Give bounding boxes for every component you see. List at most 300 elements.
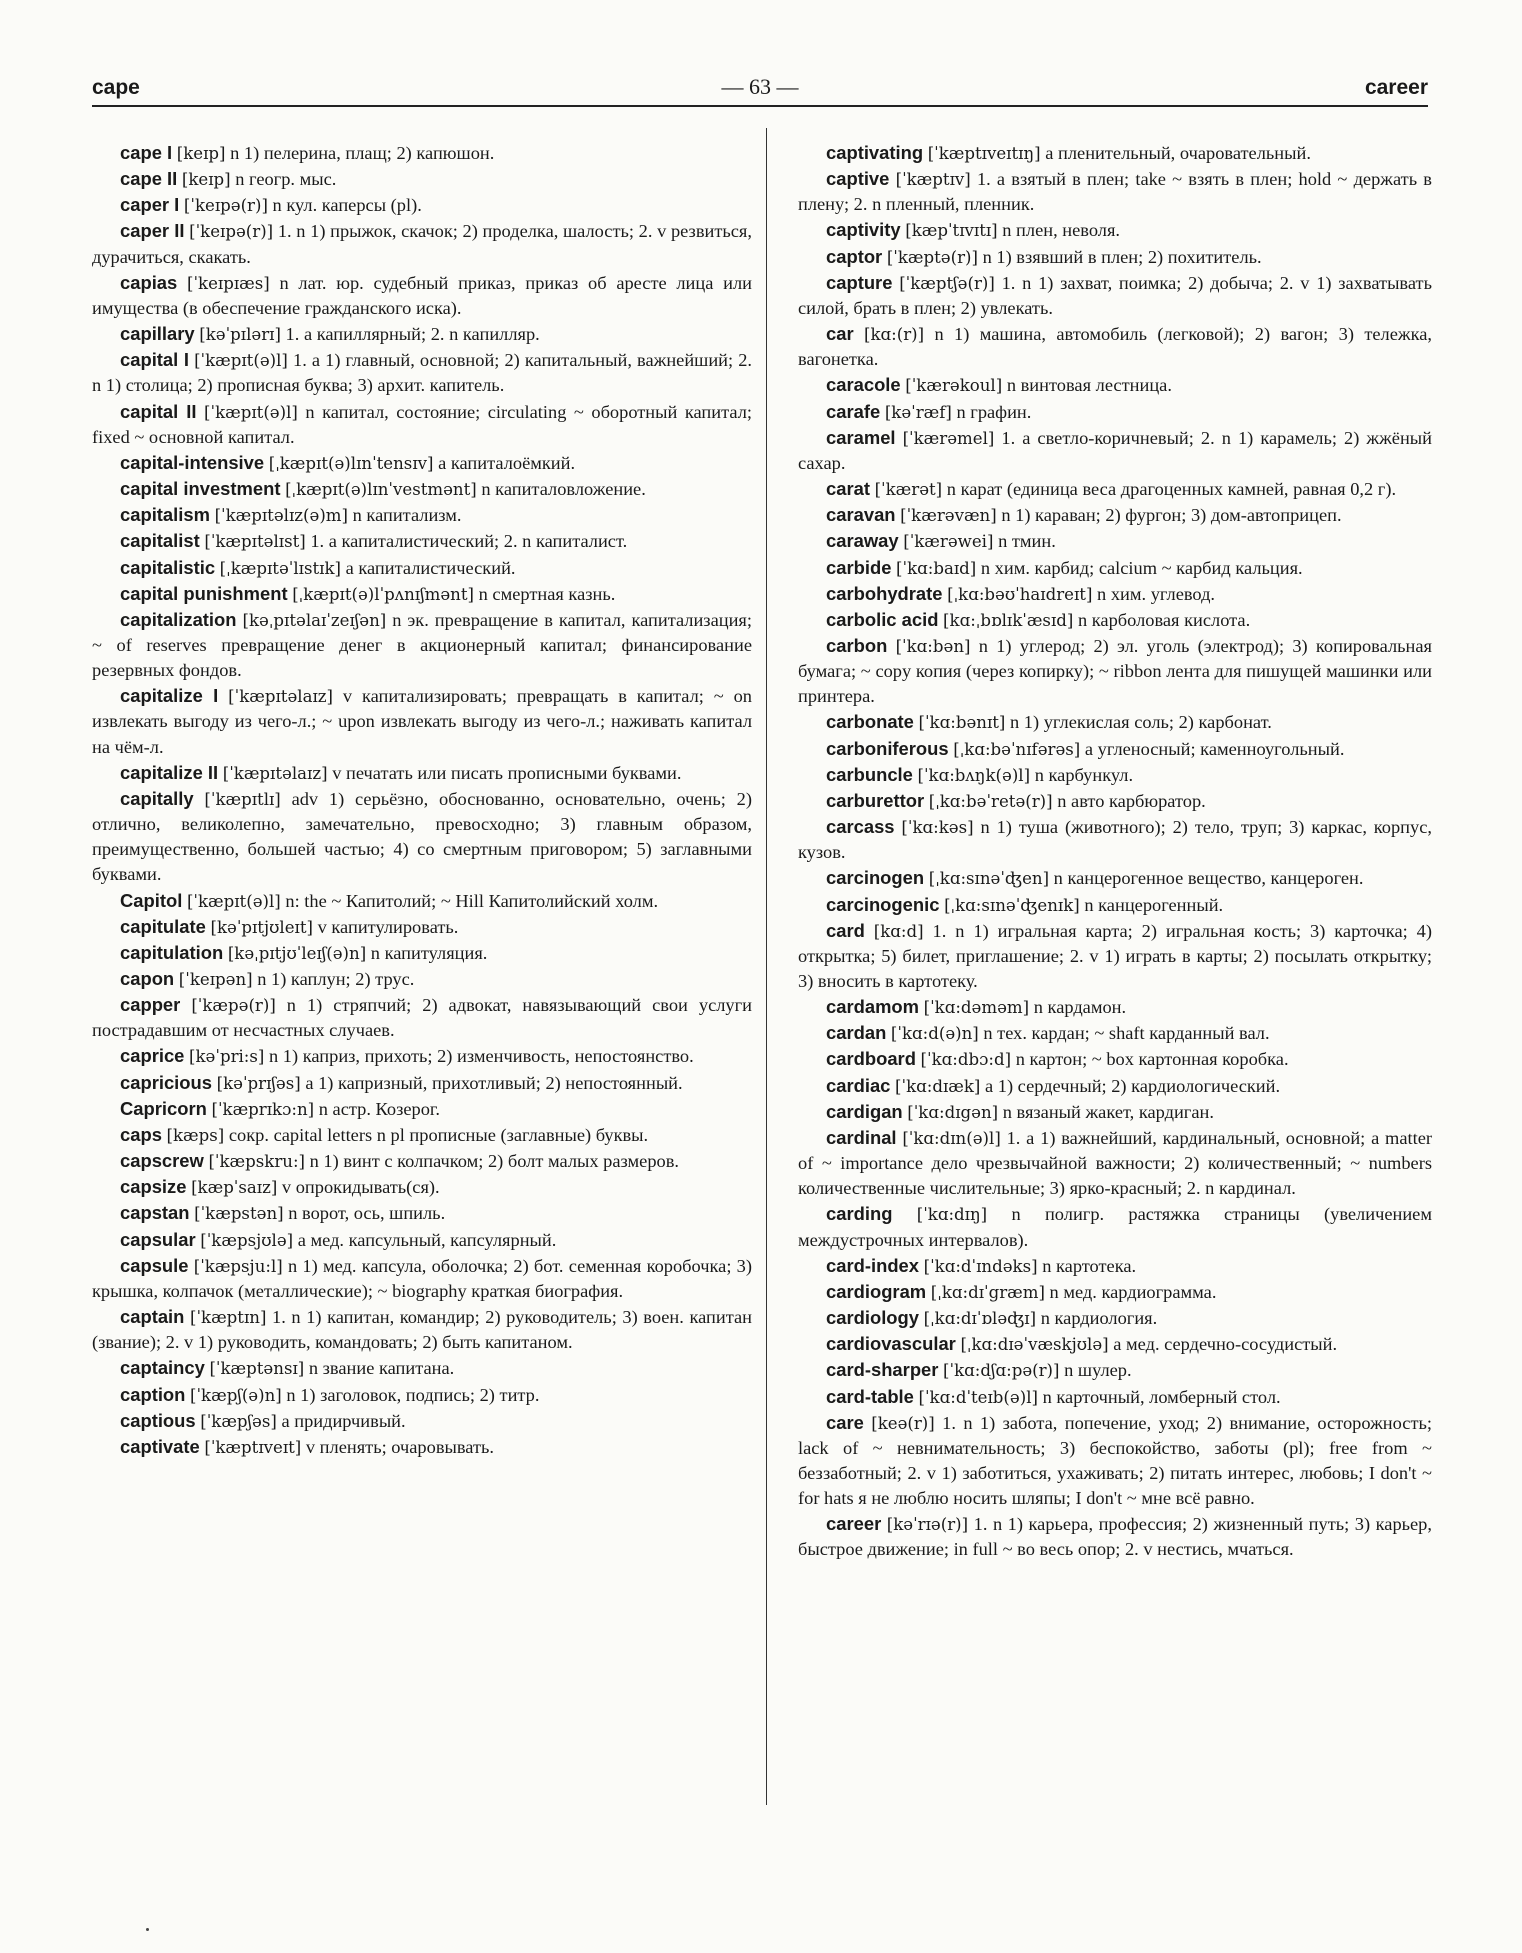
entry-definition: 1. n 1) забота, попечение, уход; 2) внимание, осторожность; lack of ~ невнимательность; 3) беспокойство, заботы (pl); free from ~ беззаботный; 2. v 1) заботиться, ухаживать; 2) питать интерес, любовь; I don't ~ for hats я не люблю носить шляпы; I don't ~ мне всё равно. (798, 1412, 1432, 1509)
dictionary-entry (798, 528, 1432, 554)
dictionary-entry (798, 476, 1432, 502)
dictionary-entry (798, 788, 1432, 814)
entry-definition: n тмин. (998, 531, 1056, 552)
entry-definition: adv 1) серьёзно, обоснованно, основательно, очень; 2) отлично, великолепно, замечательно, превосходно; 3) главным образом, преимущественно, большей частью; 4) со смертным приговором; 5) заглавными буквами. (92, 788, 752, 885)
entry-definition: a капиталоёмкий. (438, 452, 576, 473)
entry-definition: 1. a капиллярный; 2. n капилляр. (285, 324, 540, 345)
running-head-right: career (1364, 76, 1428, 99)
entry-headword: cardiogram (826, 1280, 927, 1302)
dictionary-entry (92, 1174, 752, 1200)
entry-definition: n мед. кардиограмма. (1049, 1281, 1217, 1302)
dictionary-entry (798, 709, 1432, 735)
entry-headword: cardinal (826, 1126, 897, 1148)
entry-definition: v печатать или писать прописными буквами. (332, 762, 682, 783)
entry-definition: n 1) углерод; 2) эл. уголь (электрод); 3) копировальная бумага; ~ copy копия (через копирку); ~ ribbon лента для пишущей машинки или принтера. (798, 635, 1432, 707)
entry-transcription: [ˌkæpɪt(ə)lˈpʌnɪʃmənt] (292, 584, 475, 604)
entry-transcription: [ˈkɑ:dˈɪndəks] (923, 1256, 1038, 1276)
entry-headword: capitalization (120, 608, 237, 630)
entry-definition: 1. a 1) важнейший, кардинальный, основной; a matter of ~ importance дело чрезвычайной важности; 2) количественный; ~ numbers количественные числительные; 3) ярко-красный; 2. n кардинал. (798, 1127, 1432, 1199)
entry-definition: n ворот, ось, шпиль. (288, 1203, 446, 1224)
running-head (92, 70, 1428, 106)
entry-definition: n хим. углевод. (1097, 583, 1216, 604)
entry-headword: capture (826, 271, 893, 293)
dictionary-entry (92, 1408, 752, 1434)
entry-transcription: [ˈkɑ:dʃɑ:pə(r)] (943, 1361, 1060, 1381)
entry-transcription: [ˈkɑ:kəs] (901, 818, 974, 838)
entry-transcription: [ˈkæprɪkɔ:n] (211, 1099, 315, 1119)
dictionary-entry (92, 786, 752, 888)
entry-headword: capitally (120, 787, 194, 809)
entry-definition: n авто карбюратор. (1057, 790, 1206, 811)
entry-definition: n канцерогенное вещество, канцероген. (1053, 868, 1364, 889)
dictionary-entry (92, 1253, 752, 1304)
entry-definition: n плен, неволя. (1002, 220, 1121, 241)
dictionary-entry (798, 1410, 1432, 1512)
entry-transcription: [ˈkæpsjʊlə] (200, 1230, 294, 1250)
entry-transcription: [ˈkæpstən] (194, 1204, 284, 1224)
entry-definition: 1. n 1) карьера, профессия; 2) жизненный путь; 3) карьер, быстрое движение; in full ~ во весь опор; 2. v нестись, мчаться. (798, 1514, 1432, 1560)
entry-definition: n 1) углекислая соль; 2) карбонат. (1010, 712, 1272, 733)
entry-transcription: [ˈkɑ:dəməm] (923, 998, 1030, 1018)
dictionary-entry (92, 1122, 752, 1148)
entry-transcription: [ˌkɑ:bəˈnɪfərəs] (953, 739, 1081, 759)
dictionary-entry (798, 1279, 1432, 1305)
entry-headword: carcinogen (826, 867, 925, 889)
entry-transcription: [ˌkɑ:bəʊˈhaɪdreɪt] (947, 584, 1093, 604)
entry-definition: v капитулировать. (317, 916, 459, 937)
dictionary-entry (92, 192, 752, 218)
dictionary-entry (92, 760, 752, 786)
dictionary-entry (92, 966, 752, 992)
dictionary-entry (92, 1227, 752, 1253)
entry-definition: n 1) взявший в плен; 2) похититель. (982, 246, 1262, 267)
dictionary-entry (798, 633, 1432, 709)
entry-transcription: [kəˈpɪlərɪ] (199, 325, 281, 345)
entry-headword: carbide (826, 556, 892, 578)
entry-headword: capitalist (120, 530, 200, 552)
dictionary-entry (92, 347, 752, 398)
entry-definition: n графин. (956, 401, 1032, 422)
dictionary-entry (92, 555, 752, 581)
entry-definition: n карболовая кислота. (1077, 609, 1251, 630)
entry-definition: a придирчивый. (281, 1410, 406, 1431)
dictionary-entry (92, 476, 752, 502)
dictionary-entry (798, 140, 1432, 166)
entry-transcription: [kɑ:d] (873, 921, 924, 941)
dictionary-entry (798, 1046, 1432, 1072)
entry-headword: captivity (826, 219, 901, 241)
entry-headword: captivating (826, 142, 924, 163)
entry-definition: n геогр. мыс. (235, 169, 337, 190)
dictionary-entry (798, 1099, 1432, 1125)
entry-transcription: [ˈkɑ:dɪæk] (895, 1076, 981, 1096)
entry-headword: cardboard (826, 1048, 916, 1070)
entry-headword: captor (826, 245, 883, 267)
entry-definition: 1. a 1) главный, основной; 2) капитальный, важнейший; 2. n 1) столица; 2) прописная буква; 3) архит. капитель. (92, 350, 752, 396)
dictionary-entry (92, 1304, 752, 1355)
entry-transcription: [keɪp] (176, 144, 226, 163)
dictionary-entry (798, 607, 1432, 633)
entry-definition: n карточный, ломберный стол. (1042, 1386, 1281, 1407)
entry-headword: capitalize I (120, 685, 219, 707)
entry-definition: n 1) винт с колпачком; 2) болт малых размеров. (309, 1151, 679, 1172)
entry-transcription: [ˈkærəmel] (902, 428, 995, 448)
entry-definition: a мед. капсульный, капсулярный. (297, 1229, 557, 1250)
entry-headword: capital I (120, 349, 189, 371)
dictionary-entry (798, 217, 1432, 243)
entry-transcription: [kəˈpɪtjʊleɪt] (210, 917, 313, 937)
entry-transcription: [ˈkæptɪn] (189, 1308, 267, 1328)
entry-headword: carbonate (826, 711, 914, 733)
entry-transcription: [ˈkæpɪtlɪ] (204, 789, 281, 809)
entry-transcription: [ˈkærət] (874, 480, 943, 500)
page-number: — 63 — (721, 74, 799, 99)
entry-definition: n винтовая лестница. (1006, 375, 1172, 396)
dictionary-entry (798, 270, 1432, 321)
entry-transcription: [kɑ:ˌbɒlɪkˈæsɪd] (943, 610, 1074, 630)
dictionary-entry (798, 1305, 1432, 1331)
entry-headword: capitulation (120, 941, 224, 963)
entry-headword: capital II (120, 400, 197, 422)
dictionary-entry (798, 1384, 1432, 1410)
entry-transcription: [ˈkeɪpɪæs] (187, 273, 270, 293)
entry-definition: n капитал, состояние; circulating ~ оборотный капитал; fixed ~ основной капитал. (92, 401, 752, 447)
dictionary-entry (798, 244, 1432, 270)
entry-definition: v опрокидывать(ся). (281, 1177, 440, 1198)
entry-definition: n картон; ~ box картонная коробка. (1015, 1049, 1289, 1070)
entry-definition: 1. n 1) прыжок, скачок; 2) проделка, шалость; 2. v резвиться, дурачиться, скакать. (92, 221, 752, 267)
entry-transcription: [keə(r)] (871, 1413, 935, 1433)
entry-headword: captaincy (120, 1357, 205, 1379)
entry-headword: capitalize II (120, 761, 219, 783)
dictionary-entry (798, 814, 1432, 865)
print-speck (146, 1928, 149, 1931)
entry-transcription: [ˈkæpsju:l] (193, 1256, 283, 1276)
entry-headword: cardiovascular (826, 1333, 956, 1355)
dictionary-entry (92, 140, 752, 166)
entry-definition: n лат. юр. судебный приказ, приказ об аресте лица или имущества (в обеспечение гражданского иска). (92, 272, 752, 318)
entry-transcription: [ˈkæptɪveɪtɪŋ] (927, 144, 1041, 163)
entry-definition: n карат (единица веса драгоценных камней, равная 0,2 г). (946, 479, 1397, 500)
entry-headword: car (826, 323, 854, 345)
entry-definition: n капиталовложение. (481, 479, 646, 500)
entry-headword: cape I (120, 142, 173, 163)
dictionary-entry (798, 1201, 1432, 1252)
entry-definition: n смертная казнь. (478, 583, 616, 604)
entry-transcription: [ˈkærəkoul] (905, 376, 1003, 396)
entry-headword: care (826, 1411, 864, 1433)
entry-headword: capricious (120, 1071, 212, 1093)
dictionary-entry (92, 1200, 752, 1226)
dictionary-entry (798, 425, 1432, 476)
entry-definition: a капиталистический. (345, 557, 516, 578)
entry-transcription: [ˈkærəwei] (903, 532, 994, 552)
entry-headword: caramel (826, 426, 896, 448)
entry-headword: carat (826, 478, 870, 500)
entry-definition: n астр. Козерог. (318, 1098, 440, 1119)
entry-headword: card-sharper (826, 1359, 939, 1381)
entry-headword: capitalistic (120, 556, 216, 578)
entry-definition: n картотека. (1042, 1255, 1137, 1276)
dictionary-entry (798, 762, 1432, 788)
entry-transcription: [ˌkɑ:sɪnəˈʤenɪk] (944, 895, 1080, 915)
entry-headword: capsular (120, 1228, 196, 1250)
entry-definition: n 1) туша (животного); 2) тело, труп; 3) каркас, корпус, кузов. (798, 817, 1432, 863)
entry-headword: capital investment (120, 478, 281, 500)
dictionary-entry (92, 683, 752, 759)
entry-headword: captivate (120, 1435, 200, 1457)
entry-transcription: [ˈkæpɪtəlɪz(ə)m] (214, 506, 349, 526)
entry-headword: capper (120, 994, 181, 1016)
entry-definition: n 1) мед. капсула, оболочка; 2) бот. семенная коробочка; 3) крышка, колпачок (металлические); ~ biography краткая биография. (92, 1255, 752, 1301)
dictionary-entry (798, 865, 1432, 891)
entry-transcription: [ˈkæpə(r)] (191, 996, 276, 1016)
entry-transcription: [kəˌpɪtəlaɪˈzeɪʃən] (242, 610, 387, 630)
entry-transcription: [kəˈrɪə(r)] (886, 1515, 969, 1535)
dictionary-entry (92, 321, 752, 347)
entry-definition: n полигр. растяжка страницы (увеличением междустрочных интервалов). (798, 1204, 1432, 1250)
entry-headword: carbuncle (826, 763, 913, 785)
entry-headword: career (826, 1513, 882, 1535)
entry-transcription: [ˌkæpɪt(ə)lɪnˈvestmənt] (285, 480, 477, 500)
dictionary-entry (92, 1070, 752, 1096)
entry-transcription: [ˈkæpɪt(ə)l] (194, 351, 288, 371)
entry-transcription: [ˈkæptə(r)] (886, 247, 978, 267)
entry-definition: a пленительный, очаровательный. (1045, 143, 1311, 163)
dictionary-entry (798, 399, 1432, 425)
entry-headword: captain (120, 1306, 185, 1328)
entry-transcription: [ˌkæpɪt(ə)lɪnˈtensɪv] (268, 453, 434, 473)
entry-headword: card (826, 919, 865, 941)
entry-transcription: [ˈkæptənsɪ] (209, 1359, 305, 1379)
dictionary-entry (92, 940, 752, 966)
entry-definition: n: the ~ Капитолий; ~ Hill Капитолийский холм. (285, 890, 659, 911)
entry-headword: carbolic acid (826, 608, 939, 630)
entry-headword: capsize (120, 1176, 187, 1198)
entry-definition: n 1) стряпчий; 2) адвокат, навязывающий свои услуги пострадавшим от несчастных случаев. (92, 995, 752, 1041)
dictionary-entry (798, 1073, 1432, 1099)
entry-definition: 1. n 1) капитан, командир; 2) руководитель; 3) воен. капитан (звание); 2. v 1) руководить, командовать; 2) быть капитаном. (92, 1307, 752, 1353)
dictionary-entry (798, 321, 1432, 372)
entry-transcription: [ˈkeɪpə(r)] (183, 196, 268, 216)
left-column (92, 140, 752, 1460)
entry-headword: capital-intensive (120, 451, 265, 473)
dictionary-entry (92, 1434, 752, 1460)
entry-transcription: [ˈkæptɪveɪt] (204, 1437, 302, 1457)
entry-headword: carding (826, 1203, 893, 1225)
entry-definition: a 1) капризный, прихотливый; 2) непостоянный. (305, 1072, 683, 1093)
entry-transcription: [kəˈræf] (884, 402, 952, 422)
dictionary-entry (92, 270, 752, 321)
entry-headword: caper II (120, 220, 185, 242)
dictionary-entry (798, 1253, 1432, 1279)
entry-transcription: [ˈkɑ:bʌŋk(ə)l] (917, 765, 1031, 785)
dictionary-entry (92, 450, 752, 476)
entry-transcription: [ˈkærəvæn] (900, 506, 997, 526)
dictionary-entry (92, 1148, 752, 1174)
dictionary-entry (92, 1043, 752, 1069)
entry-headword: card-index (826, 1254, 920, 1276)
entry-transcription: [ˈkɑ:bən] (895, 636, 971, 656)
dictionary-entry (92, 528, 752, 554)
entry-definition: 1. n 1) игральная карта; 2) игральная кость; 3) карточка; 4) открытка; 5) билет, приглашение; 2. v 1) играть в карты; 2) посылать открытку; 3) вносить в картотеку. (798, 920, 1432, 991)
entry-definition: a мед. сердечно-сосудистый. (1113, 1334, 1338, 1355)
entry-definition: n 1) машина, автомобиль (легковой); 2) вагон; 3) тележка, вагонетка. (798, 324, 1432, 370)
entry-headword: capitalism (120, 504, 210, 526)
dictionary-entry (798, 892, 1432, 918)
dictionary-entry (92, 914, 752, 940)
entry-headword: cardan (826, 1022, 887, 1044)
entry-transcription: [ˈkæpskru:] (208, 1152, 306, 1172)
dictionary-entry (92, 218, 752, 269)
entry-headword: cardamom (826, 996, 920, 1018)
dictionary-entry (798, 502, 1432, 528)
entry-transcription: [keɪp] (181, 170, 231, 190)
entry-headword: caps (120, 1123, 162, 1145)
entry-definition: n карбункул. (1034, 764, 1134, 785)
entry-headword: capital punishment (120, 582, 288, 604)
entry-definition: n 1) каприз, прихоть; 2) изменчивость, непостоянство. (269, 1046, 694, 1067)
dictionary-entry (798, 581, 1432, 607)
entry-transcription: [ˌkɑ:dɪəˈvæskjʊlə] (960, 1335, 1109, 1355)
dictionary-entry (92, 1355, 752, 1381)
entry-transcription: [kəˈprɪʃəs] (216, 1073, 301, 1093)
entry-transcription: [ˌkɑ:dɪˈɒləʤɪ] (923, 1309, 1037, 1329)
dictionary-entry (92, 888, 752, 914)
entry-definition: n кардиология. (1040, 1308, 1158, 1329)
entry-headword: cardigan (826, 1100, 903, 1122)
entry-definition: n эк. превращение в капитал, капитализация; ~ of reserves превращение денег в акционерный капитал; финансирование резервных фондов. (92, 609, 752, 681)
dictionary-entry (798, 372, 1432, 398)
entry-headword: carbon (826, 634, 888, 656)
entry-transcription: [ˈkæpɪtəlaɪz] (228, 687, 334, 707)
entry-transcription: [ˈkɑ:dbɔ:d] (920, 1050, 1012, 1070)
entry-transcription: [ˈkɑ:dˈteɪb(ə)l] (918, 1387, 1038, 1407)
entry-headword: cardiology (826, 1307, 919, 1329)
entry-transcription: [kæpˈtɪvɪtɪ] (905, 221, 998, 241)
entry-headword: capillary (120, 323, 195, 345)
dictionary-entry (798, 1357, 1432, 1383)
entry-transcription: [ˈkæpɪt(ə)l] (204, 402, 298, 422)
dictionary-entry (92, 1382, 752, 1408)
entry-transcription: [ˈkæpɪtəlaɪz] (222, 763, 328, 783)
dictionary-entry (798, 736, 1432, 762)
right-column (798, 140, 1432, 1563)
entry-definition: n кул. каперсы (pl). (272, 195, 422, 216)
entry-transcription: [ˈkæpɪtəlɪst] (204, 532, 306, 552)
dictionary-entry (92, 992, 752, 1043)
entry-definition: n 1) заголовок, подпись; 2) титр. (286, 1384, 540, 1405)
entry-definition: n 1) каплун; 2) трус. (257, 969, 415, 989)
entry-headword: carburettor (826, 789, 925, 811)
dictionary-entry (798, 1020, 1432, 1046)
entry-definition: a 1) сердечный; 2) кардиологический. (985, 1075, 1281, 1096)
dictionary-entry (798, 555, 1432, 581)
entry-definition: n кардамон. (1033, 997, 1127, 1018)
entry-headword: caraway (826, 530, 899, 552)
dictionary-entry (798, 918, 1432, 994)
entry-transcription: [ˈkæpʃəs] (200, 1411, 277, 1431)
entry-definition: 1. a взятый в плен; take ~ взять в плен; hold ~ держать в плену; 2. n пленный, пленник. (798, 169, 1432, 215)
entry-transcription: [ˈkæpɪt(ə)l] (186, 891, 281, 911)
entry-definition: v пленять; очаровывать. (305, 1436, 495, 1457)
entry-definition: v капитализировать; превращать в капитал; ~ on извлекать выгоду из чего-л.; ~ upon извлекать выгоду из чего-л.; наживать капитал на чём-л. (92, 686, 752, 757)
entry-transcription: [kəˈpri:s] (189, 1047, 265, 1067)
entry-headword: capias (120, 271, 178, 293)
dictionary-entry (92, 607, 752, 683)
entry-definition: a угленосный; каменноугольный. (1084, 738, 1345, 759)
entry-headword: card-table (826, 1385, 914, 1407)
entry-transcription: [ˈkæptɪv] (895, 170, 971, 190)
dictionary-entry (92, 166, 752, 192)
entry-definition: n капитализм. (352, 505, 462, 526)
entry-headword: caravan (826, 504, 896, 526)
entry-transcription: [ˌkæpɪtəˈlɪstɪk] (219, 558, 341, 578)
entry-definition: n шулер. (1064, 1360, 1132, 1381)
entry-transcription: [ˌkɑ:sɪnəˈʤen] (928, 869, 1050, 889)
dictionary-entry (798, 1511, 1432, 1562)
entry-definition: сокр. capital letters n pl прописные (заглавные) буквы. (228, 1124, 649, 1145)
entry-headword: cardiac (826, 1074, 891, 1096)
entry-definition: 1. a капиталистический; 2. n капиталист. (310, 531, 628, 552)
dictionary-entry (92, 399, 752, 450)
entry-headword: carafe (826, 400, 881, 422)
dictionary-entry (798, 166, 1432, 217)
entry-transcription: [ˈkeɪpən] (178, 970, 253, 989)
entry-headword: carbohydrate (826, 582, 943, 604)
entry-transcription: [ˈkɑ:dɪgən] (907, 1102, 999, 1122)
entry-transcription: [ˈkɑ:dɪn(ə)l] (902, 1128, 1001, 1148)
entry-transcription: [ˈkɑ:bənɪt] (918, 713, 1006, 733)
entry-definition: n 1) пелерина, плащ; 2) капюшон. (230, 143, 495, 163)
entry-headword: capitulate (120, 915, 206, 937)
entry-headword: capstan (120, 1202, 190, 1224)
entry-headword: capscrew (120, 1150, 204, 1172)
entry-transcription: [ˈkɑ:d(ə)n] (890, 1024, 979, 1044)
entry-definition: 1. n 1) захват, поимка; 2) добыча; 2. v 1) захватывать силой, брать в плен; 2) увлекать. (798, 272, 1432, 318)
running-head-left: cape (92, 76, 140, 99)
entry-headword: capon (120, 968, 175, 989)
entry-definition: n тех. кардан; ~ shaft карданный вал. (983, 1023, 1270, 1044)
entry-headword: capsule (120, 1254, 189, 1276)
entry-headword: cape II (120, 168, 178, 190)
entry-headword: carcass (826, 816, 895, 838)
entry-headword: Capitol (120, 889, 183, 911)
entry-headword: carcinogenic (826, 893, 940, 915)
entry-definition: n капитуляция. (370, 942, 488, 963)
entry-transcription: [ˈkɑ:dɪŋ] (916, 1205, 988, 1225)
entry-transcription: [kæpˈsaɪz] (191, 1178, 278, 1198)
dictionary-entry (92, 502, 752, 528)
header-rule (92, 105, 1428, 107)
column-divider (766, 128, 767, 1805)
entry-headword: caracole (826, 374, 901, 396)
dictionary-entry (92, 1096, 752, 1122)
dictionary-entry (798, 1125, 1432, 1201)
entry-transcription: [ˈkæptʃə(r)] (899, 273, 995, 293)
entry-transcription: [ˌkɑ:dɪˈgræm] (930, 1282, 1045, 1302)
entry-definition: n хим. карбид; calcium ~ карбид кальция. (980, 557, 1303, 578)
dictionary-entry (798, 994, 1432, 1020)
entry-transcription: [ˌkɑ:bəˈretə(r)] (928, 791, 1053, 811)
entry-headword: caper I (120, 194, 180, 216)
entry-headword: caprice (120, 1045, 185, 1067)
entry-transcription: [ˈkɑ:baɪd] (896, 558, 977, 578)
entry-transcription: [ˈkeɪpə(r)] (189, 222, 274, 242)
entry-transcription: [kɑ:(r)] (864, 325, 925, 345)
dictionary-entry (92, 581, 752, 607)
entry-transcription: [kəˌpɪtjʊˈleɪʃ(ə)n] (227, 943, 367, 963)
